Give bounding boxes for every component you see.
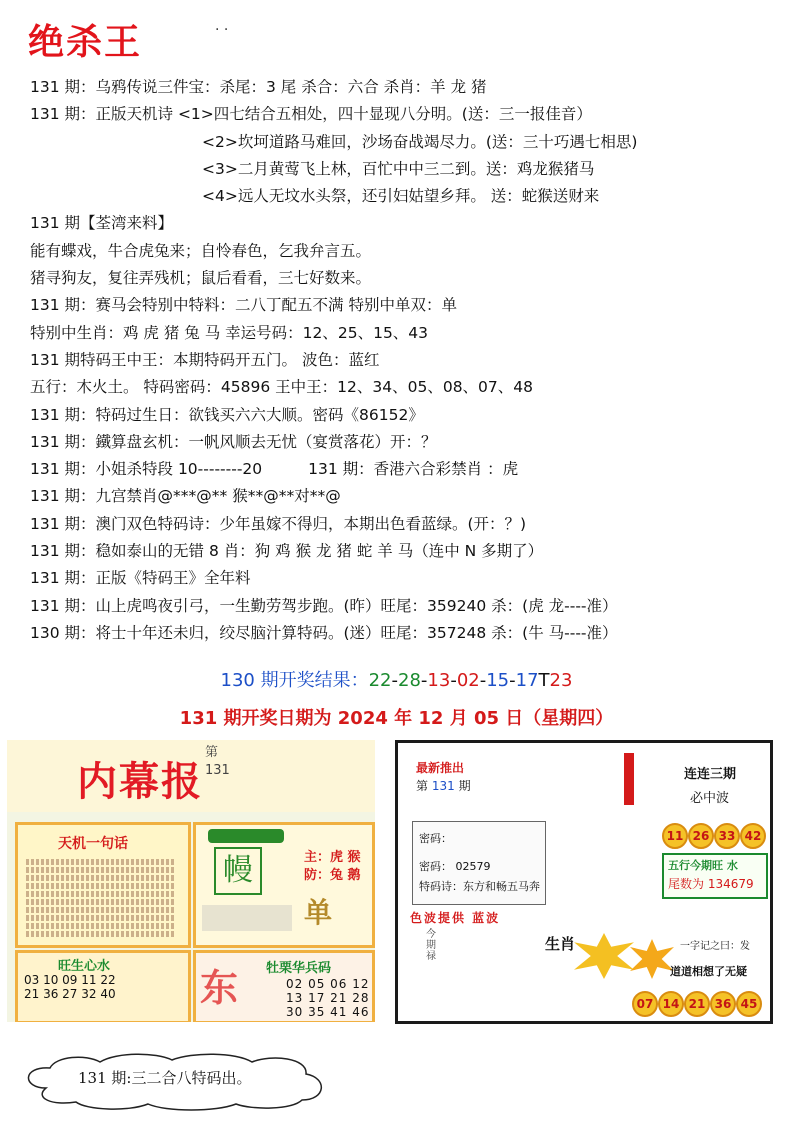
password-box (412, 821, 546, 905)
line-segment-right: 131 期：香港六合彩禁肖 ：虎 (308, 460, 519, 479)
result-num: 22 (368, 670, 392, 691)
lianlian-image (395, 740, 773, 1024)
wuxing-box (662, 853, 768, 899)
line-tianji-4: <4>远人无坟水头祭，还引妇姑望乡拜。 送：蛇猴送财来 (202, 187, 600, 206)
line-horse-club: 131 期：赛马会特别中特料：二八丁配五不满 特别中单双：单 (30, 296, 457, 315)
mulihua-row: 02 05 06 12 (286, 977, 370, 991)
mulihua-panel (193, 950, 375, 1022)
red-mark (624, 753, 634, 805)
yizi-note: 一字记之曰：发 (680, 941, 750, 952)
issue-label (416, 777, 471, 794)
tianji-panel (15, 822, 191, 948)
result-sep: - (509, 670, 516, 691)
result-num: 02 (456, 670, 480, 691)
zhu-text: 主：虎 猴 (304, 850, 361, 865)
mulihua-row: 30 35 41 46 (286, 1005, 370, 1019)
cloud-text: 131 期:三二合八特码出。 (78, 1069, 252, 1087)
box-line: 密码： (419, 832, 452, 845)
zhu-fang (304, 849, 361, 885)
result-sep: - (391, 670, 399, 691)
wangsheng-panel (15, 950, 191, 1022)
number-ball: 21 (684, 991, 710, 1017)
sanqi-label: 连连三期 (684, 767, 737, 782)
vertical-text: 今期禄 (426, 929, 436, 962)
line-annual: 131 期：正版《特码王》全年料 (30, 569, 251, 588)
draw-date: 131 期开奖日期为 2024 年 12 月 05 日（星期四） (179, 708, 614, 729)
panel4-big-char: 东 (200, 966, 239, 1010)
number-ball: 42 (740, 823, 766, 849)
prediction-lines (30, 74, 770, 647)
result-num: 28 (398, 670, 421, 691)
box-line: 特码诗：东方和畅五马奔 (419, 880, 540, 893)
wangsheng-row: 21 36 27 32 40 (24, 987, 116, 1001)
starburst-icon (574, 933, 634, 979)
new-label: 最新推出 (416, 761, 465, 775)
result-special: 23 (549, 670, 573, 691)
line-soldier-poem: 130 期：将士十年还未归，绞尽脑汁算特码。(迷）旺尾：357248 杀：(牛 马----准） (30, 623, 618, 642)
weishu-text: 尾数为 134679 (668, 877, 754, 891)
line-quanwan-head: 131 期【荃湾来料】 (30, 214, 174, 233)
line-jiugong: 131 期：九宫禁肖@***@** 猴**@**对**@ (30, 487, 341, 506)
issue-number: 131 (431, 779, 455, 793)
wuxing-text: 五行今期旺 水 (668, 859, 738, 872)
result-sep: - (479, 670, 487, 691)
line-eight-zodiac: 131 期：稳如泰山的无错 8 肖：狗 鸡 猴 龙 猪 蛇 羊 马（连中 N 多期了） (30, 542, 544, 561)
line-tiger-poem: 131 期：山上虎鸣夜引弓，一生勤劳驾步跑。(昨）旺尾：359240 杀：(虎 龙----准） (30, 596, 618, 615)
number-strip (202, 905, 292, 931)
tianji-title: 天机一句话 (58, 836, 128, 852)
daodao-note: 道道相想了无疑 (670, 965, 747, 978)
sebo-label: 色波提供 蓝波 (410, 911, 501, 925)
line-birthday: 131 期：特码过生日：欲钱买六六大顺。密码《86152》 (30, 405, 424, 424)
line-quanwan-1: 能有蝶戏，牛合虎兔来；自怜春色，乞我弁言五。 (30, 241, 372, 260)
line-tianji-3: <3>二月黄莺飞上林，百忙中中三二到。送：鸡龙猴猪马 (202, 159, 595, 178)
mulihua-numbers (286, 977, 370, 1019)
neimubao-image (7, 740, 375, 1022)
number-ball: 33 (714, 823, 740, 849)
banner-title: 内幕报 (77, 758, 203, 805)
line-segment (30, 456, 770, 483)
number-ball: 14 (658, 991, 684, 1017)
number-ball: 26 (688, 823, 714, 849)
bizhong-label: 必中波 (690, 791, 730, 806)
line-wuxing: 五行：木火土。 特码密码：45896 王中王：12、34、05、08、07、48 (30, 378, 534, 397)
line-tianji-2: <2>坎坷道路马难回，沙场奋战竭尽力。(送：三十巧遇七相思) (202, 132, 638, 151)
issue-prefix: 第 (416, 779, 429, 793)
fang-text: 防：兔 鹅 (304, 868, 361, 883)
result-label: 130 期开奖结果： (220, 670, 369, 691)
mystery-panel (193, 822, 375, 948)
wangsheng-row: 03 10 09 11 22 (24, 973, 116, 987)
title-dots: · · (215, 22, 229, 38)
previous-result (0, 666, 793, 692)
number-ball: 07 (632, 991, 658, 1017)
line-abacus: 131 期：鐵算盘玄机：一帆风顺去无忧（宴赏落花）开：？ (30, 432, 437, 451)
banner-issue: 第 131 (205, 745, 230, 778)
issue-unit: 期 (458, 779, 471, 793)
box-line: 密码： 02579 (419, 860, 491, 873)
result-sep: - (420, 670, 428, 691)
starburst-icon (630, 939, 674, 979)
number-ball: 36 (710, 991, 736, 1017)
number-ball: 45 (736, 991, 762, 1017)
line-segment-left: 131 期：小姐杀特段 10--------20 (30, 460, 263, 479)
page-title: 绝杀王 (28, 21, 143, 63)
result-num: 13 (427, 670, 451, 691)
line-zodiac-lucky: 特别中生肖：鸡 虎 猪 兔 马 幸运号码：12、25、15、43 (30, 323, 429, 342)
line-wangzhongwang: 131 期特码王中王：本期特码开五门。 波色：蓝红 (30, 350, 380, 369)
tianji-rows (26, 859, 176, 939)
result-t: T (538, 670, 550, 691)
wangsheng-numbers (24, 973, 116, 1001)
line-crow: 131 期：乌鸦传说三件宝：杀尾：3 尾 杀合：六合 杀肖：羊 龙 猪 (30, 78, 487, 96)
line-macau-poem: 131 期：澳门双色特码诗：少年虽嫁不得归，本期出色看蓝绿。(开：？) (30, 514, 527, 533)
result-num: 17 (515, 670, 539, 691)
panel-header-bar (208, 829, 284, 843)
line-tianji-1: 131 期：正版天机诗 <1>四七结合五相处，四十显现八分明。(送：三一报佳音） (30, 105, 592, 124)
wangsheng-title: 旺生心水 (58, 959, 111, 974)
result-num: 15 (486, 670, 510, 691)
mulihua-row: 13 17 21 28 (286, 991, 370, 1005)
result-sep: - (450, 670, 457, 691)
shengxiao-label: 生肖 (545, 935, 576, 953)
line-quanwan-2: 猪寻狗友，复往弄残机；鼠后看看，三七好数来。 (30, 269, 372, 288)
number-ball: 11 (662, 823, 688, 849)
mulihua-title: 牡栗华兵码 (266, 961, 332, 976)
dan-char: 单 (304, 896, 333, 929)
mystery-char: 幔 (214, 847, 262, 895)
